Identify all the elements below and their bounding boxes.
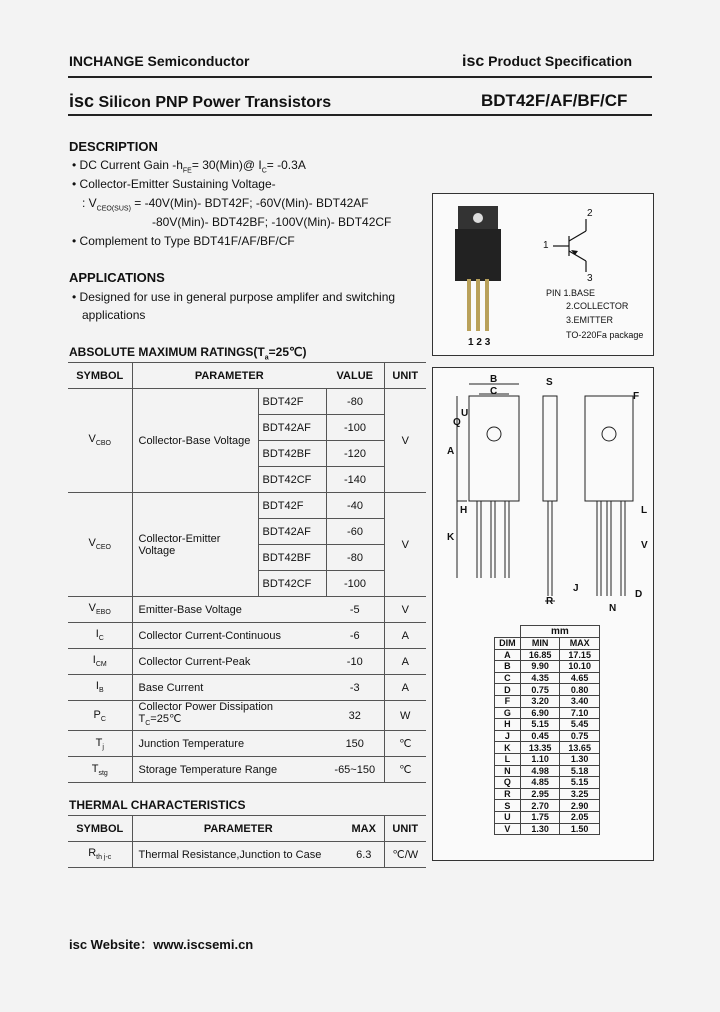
doc-title-text: Silicon PNP Power Transistors <box>94 94 332 111</box>
description-heading: DESCRIPTION <box>69 139 158 154</box>
table-row: $V_{CBO}$ Collector-Base Voltage BDT42F -80 V <box>68 389 426 415</box>
title-rule <box>68 114 652 116</box>
table-row: $T_{stg}$ Storage Temperature Range -65~150 ℃ <box>68 757 426 783</box>
pin-1-label: PIN 1.BASE <box>546 288 596 298</box>
dim-label-v: V <box>641 540 648 551</box>
doc-title <box>69 91 331 112</box>
table-row: BDT42AF -100 <box>68 415 426 441</box>
table-row: BDT42AF -60 <box>68 519 426 545</box>
dim-label-q: Q <box>453 417 461 428</box>
thermal-table: SYMBOL PARAMETER MAX UNIT $R_{th j-c}$ Thermal Resistance,Junction to Case 6.3 ℃/W <box>68 815 426 868</box>
dim-row: F 3.20 3.40 <box>495 695 600 707</box>
dim-label-u: U <box>461 408 469 419</box>
desc-line-3: : $V_{CEO(SUS)} = -40V(Min)-$ BDT42F; -60V(Min)- BDT42AF <box>82 196 369 213</box>
dim-label-h: H <box>460 505 468 516</box>
ratings-table: SYMBOL PARAMETER VALUE UNIT $V_{CBO}$ Collector-Base Voltage BDT42F -80 V BDT42AF -100 BDT42BF -120 BDT42CF -140 $V_{CEO}$ Collector-Emitter Voltage BDT42F -40 V BDT42AF -60 BDT42BF -80 BDT42CF -100 $V_{EBO}$ Emitter-Base Voltage -5 V $I_C$ Collector Current-Continuous -6 A $I_{CM}$ Collector Current-Peak -10 A $I_B$ Base Current -3 A $P_C$ Collector Power Dissipation $T_C=25℃$ 32 W $T_j$ Junction Temperature 150 ℃ $T_{stg}$ Storage Temperature Range -65~150 ℃ <box>68 362 426 783</box>
app-line-2: applications <box>82 308 146 322</box>
dim-row: B 9.90 10.10 <box>495 661 600 673</box>
table-row: BDT42CF -140 <box>68 467 426 493</box>
website-link[interactable]: www.iscsemi.cn <box>153 937 254 952</box>
table-row: $V_{CEO}$ Collector-Emitter Voltage BDT42F -40 V <box>68 493 426 519</box>
isc-logo-2: isc <box>69 91 95 111</box>
dim-row: K 13.35 13.65 <box>495 742 600 754</box>
header-rule <box>68 76 652 78</box>
part-number: BDT42F/AF/BF/CF <box>481 91 628 110</box>
dim-label-r: R <box>546 596 554 607</box>
dim-row: U 1.75 2.05 <box>495 811 600 823</box>
dim-label-n: N <box>609 603 617 614</box>
sym-base-num: 1 <box>543 240 549 251</box>
desc-line-5: • Complement to Type BDT41F/AF/BF/CF <box>72 234 295 248</box>
package-box <box>432 193 654 356</box>
dim-label-k: K <box>447 532 455 543</box>
table-row: $V_{EBO}$ Emitter-Base Voltage -5 V <box>68 597 426 623</box>
table-row: $P_C$ Collector Power Dissipation $T_C=25℃$ 32 W <box>68 701 426 731</box>
pin-labels: 1 2 3 <box>468 337 491 348</box>
dim-row: G 6.90 7.10 <box>495 707 600 719</box>
dim-label-a: A <box>447 446 455 457</box>
desc-line-1: • DC Current Gain $-h_{FE}=$ 30(Min)@ $I_C= -0.3A$ <box>72 158 306 175</box>
dim-label-j: J <box>573 583 579 594</box>
dim-label-c: C <box>490 386 498 397</box>
app-line-1: • Designed for use in general purpose amplifer and switching <box>72 290 396 304</box>
dim-label-d: D <box>635 589 643 600</box>
ratings-heading: ABSOLUTE MAXIMUM $RATINGS(T_a=25℃)$ <box>69 345 307 362</box>
package-type: TO-220Fa package <box>566 330 644 340</box>
table-row: $I_B$ Base Current -3 A <box>68 675 426 701</box>
spec-title <box>462 53 632 71</box>
dim-row: Q 4.85 5.15 <box>495 777 600 789</box>
dim-row: J 0.45 0.75 <box>495 730 600 742</box>
dim-label-s: S <box>546 377 553 388</box>
dim-row: L 1.10 1.30 <box>495 753 600 765</box>
spec-label: Product Specification <box>484 53 633 69</box>
table-row: $I_C$ Collector Current-Continuous -6 A <box>68 623 426 649</box>
footer-label: isc Website： <box>69 937 154 952</box>
footer <box>69 934 253 953</box>
table-row: BDT42BF -120 <box>68 441 426 467</box>
pin-2-label: 2.COLLECTOR <box>566 301 629 311</box>
outline-drawing <box>433 368 653 618</box>
dim-label-b: B <box>490 374 498 385</box>
table-row: $T_j$ Junction Temperature 150 ℃ <box>68 731 426 757</box>
applications-heading: APPLICATIONS <box>69 270 165 285</box>
dim-label-f: F <box>633 391 640 402</box>
dim-label-l: L <box>641 505 648 516</box>
dim-row: H 5.15 5.45 <box>495 719 600 731</box>
thermal-heading: THERMAL CHARACTERISTICS <box>69 798 246 812</box>
sym-collector-num: 2 <box>587 208 593 219</box>
dim-row: A 16.85 17.15 <box>495 649 600 661</box>
dimension-table: mm DIM MIN MAX A 16.85 17.15 B 9.90 10.10 C 4.35 4.65 D 0.75 0.80 F 3.20 3.40 G 6.90 7.10 H 5.15 5.45 J 0.45 0.75 K 13.35 13.65 L 1.10 1.30 N 4.98 5.18 Q 4.85 5.15 R 2.95 3.25 S 2.70 2.90 U 1.75 2.05 V 1.30 1.50 <box>494 625 600 835</box>
dim-row: V 1.30 1.50 <box>495 823 600 835</box>
dim-row: R 2.95 3.25 <box>495 788 600 800</box>
company-name: INCHANGE Semiconductor <box>69 53 250 69</box>
table-row: BDT42BF -80 <box>68 545 426 571</box>
dim-row: N 4.98 5.18 <box>495 765 600 777</box>
isc-logo: isc <box>462 53 485 70</box>
desc-line-4: -80V(Min)- BDT42BF; -100V(Min)- BDT42CF <box>152 215 392 229</box>
desc-line-2: • Collector-Emitter Sustaining Voltage- <box>72 177 276 191</box>
table-row: $R_{th j-c}$ Thermal Resistance,Junction to Case 6.3 ℃/W <box>68 842 426 868</box>
dim-row: D 0.75 0.80 <box>495 684 600 696</box>
sym-emitter-num: 3 <box>587 273 593 284</box>
dim-row: S 2.70 2.90 <box>495 800 600 812</box>
dim-row: C 4.35 4.65 <box>495 672 600 684</box>
pin-3-label: 3.EMITTER <box>566 315 614 325</box>
table-row: $I_{CM}$ Collector Current-Peak -10 A <box>68 649 426 675</box>
table-row: BDT42CF -100 <box>68 571 426 597</box>
